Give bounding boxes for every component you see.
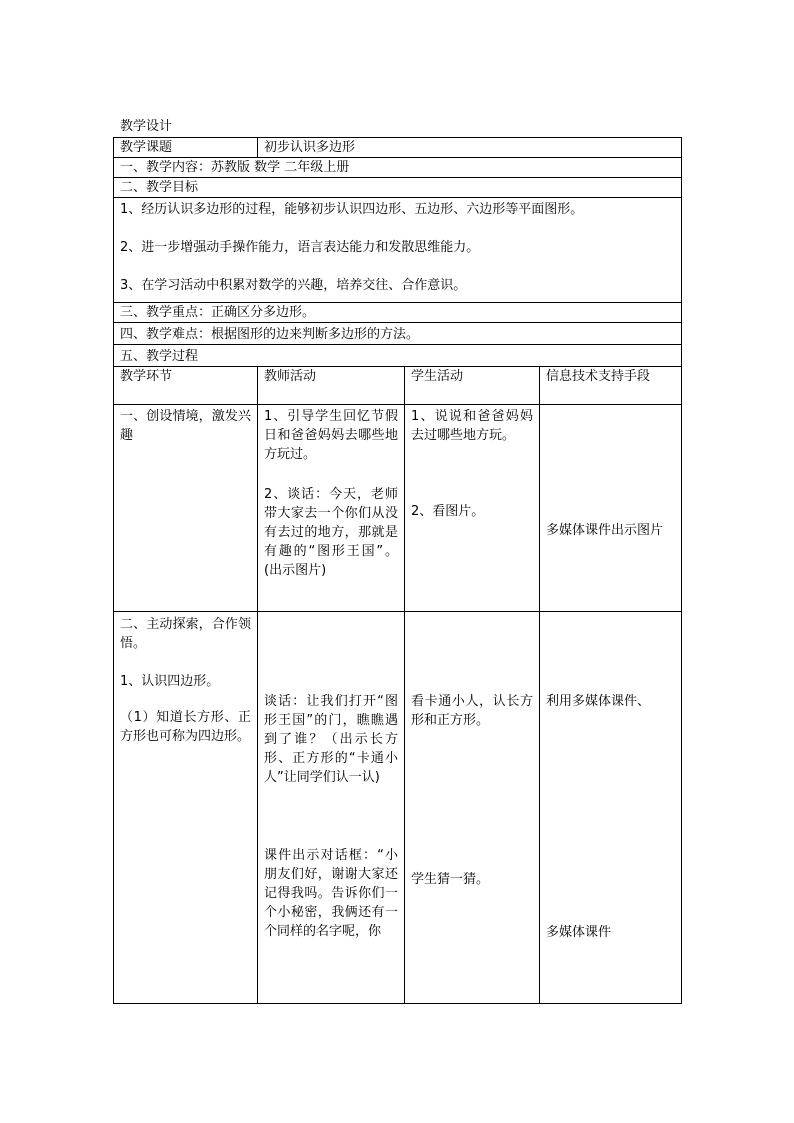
process-heading: 五、教学过程	[114, 345, 682, 367]
goals-row	[114, 198, 682, 303]
step2-student	[405, 612, 540, 1004]
step1-student-line: 1、说说和爸爸妈妈去过哪些地方玩。	[411, 409, 533, 443]
difficulty: 四、教学难点：根据图形的边来判断多边形的方法。	[114, 323, 682, 345]
step2-student-line: 学生猜一猜。	[411, 872, 490, 887]
step2-teacher-line: 课件出示对话框：“小朋友们好，谢谢大家还记得我吗。告诉你们一个小秘密，我俩还有一个同样的名字呢，你	[264, 848, 398, 939]
lesson-design-table	[113, 137, 682, 1004]
step2-teacher-line: 谈话：让我们打开“图形王国”的门，瞧瞧遇到了谁？（出示长方形、正方形的“卡通小人”让同学们认一认)	[264, 694, 398, 785]
step2-stage-line: 1、认识四边形。	[120, 674, 220, 689]
step2-tech	[540, 612, 682, 1004]
step1-student-line: 2、看图片。	[411, 504, 485, 519]
goals-heading: 二、教学目标	[114, 178, 682, 198]
column-header-tech: 信息技术支持手段	[540, 367, 682, 405]
step1-teacher	[258, 405, 405, 612]
topic-label: 教学课题	[114, 138, 258, 158]
goal-item: 1、经历认识多边形的过程，能够初步认识四边形、五边形、六边形等平面图形。	[120, 202, 584, 217]
step2-student-line: 看卡通小人，认长方形和正方形。	[411, 694, 533, 728]
step2-teacher	[258, 612, 405, 1004]
column-header-stage: 教学环节	[114, 367, 258, 405]
step1-tech-line: 多媒体课件出示图片	[546, 523, 664, 538]
step2-stage	[114, 612, 258, 1004]
difficulty-row	[114, 323, 682, 345]
column-header-teacher: 教师活动	[258, 367, 405, 405]
step1-tech	[540, 405, 682, 612]
step1-student	[405, 405, 540, 612]
step1-teacher-line: 2、谈话：今天，老师带大家去一个你们从没有去过的地方，那就是有趣的“图形王国”。(出示图片)	[264, 487, 398, 578]
content-row	[114, 158, 682, 178]
goal-item: 3、在学习活动中积累对数学的兴趣，培养交往、合作意识。	[120, 278, 467, 293]
step2-stage-line: （1）知道长方形、正方形也可称为四边形。	[120, 710, 251, 744]
step1-row	[114, 405, 682, 612]
step2-stage-line: 二、主动探索，合作领悟。	[120, 617, 251, 651]
step2-tech-line: 多媒体课件	[546, 925, 612, 940]
column-header-student: 学生活动	[405, 367, 540, 405]
step1-stage: 一、创设情境，激发兴趣	[114, 405, 258, 612]
process-heading-row	[114, 345, 682, 367]
step2-row	[114, 612, 682, 1004]
key-point: 三、教学重点：正确区分多边形。	[114, 303, 682, 323]
process-header-row	[114, 367, 682, 405]
goals-heading-row	[114, 178, 682, 198]
goals-cell	[114, 198, 682, 303]
key-point-row	[114, 303, 682, 323]
teaching-content: 一、教学内容：苏教版 数学 二年级上册	[114, 158, 682, 178]
step1-teacher-line: 1、引导学生回忆节假日和爸爸妈妈去哪些地方玩过。	[264, 409, 398, 462]
step2-tech-line: 利用多媒体课件、	[546, 694, 651, 709]
topic-value: 初步认识多边形	[258, 138, 682, 158]
topic-row	[114, 138, 682, 158]
document-title: 教学设计	[120, 119, 173, 134]
goal-item: 2、进一步增强动手操作能力，语言表达能力和发散思维能力。	[120, 240, 480, 255]
